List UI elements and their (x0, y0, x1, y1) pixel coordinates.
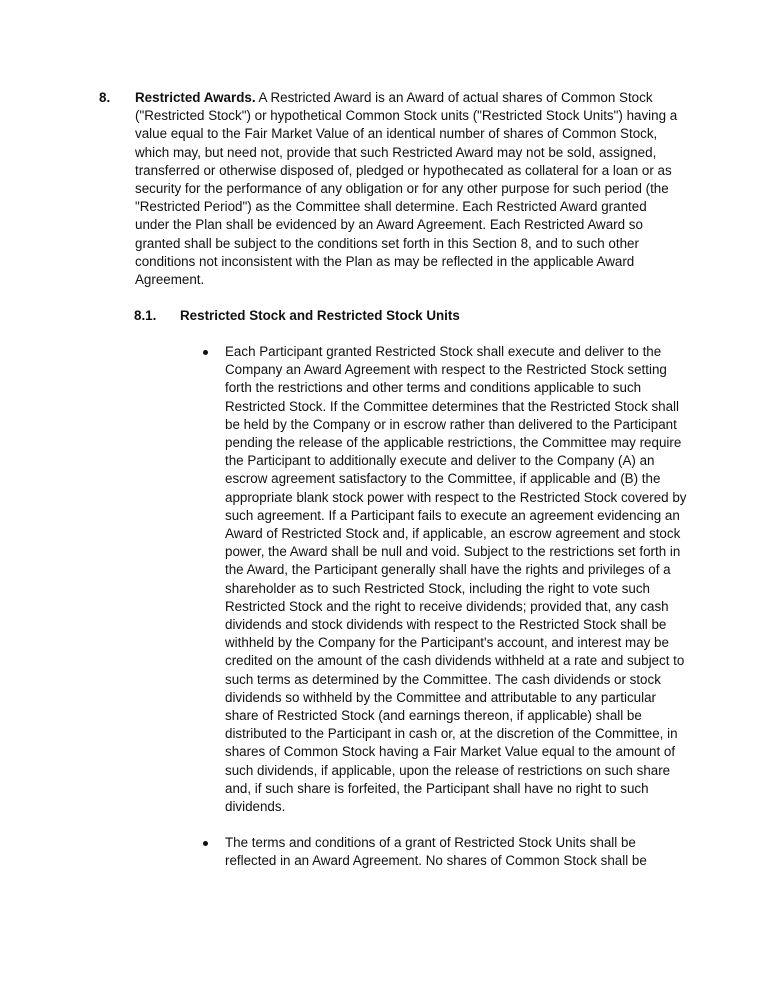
subsection-title: Restricted Stock and Restricted Stock Units (180, 308, 460, 323)
list-item (200, 343, 690, 816)
bullet-text: Each Participant granted Restricted Stock shall execute and deliver to the Company an Award Agreement with respect to the Restricted Stock setting forth the restrictions and other terms and conditions applicable to such Restricted Stock. If the Committee determines that the Restricted Stock shall be held by the Company or in escrow rather than delivered to the Participant pending the release of the applicable restrictions, the Committee may require the Participant to additionally execute and deliver to the Company (A) an escrow agreement satisfactory to the Committee, if applicable and (B) the appropriate blank stock power with respect to the Restricted Stock covered by such agreement. If a Participant fails to execute an agreement evidencing an Award of Restricted Stock and, if applicable, an escrow agreement and stock power, the Award shall be null and void. Subject to the restrictions set forth in the Award, the Participant generally shall have the rights and privileges of a shareholder as to such Restricted Stock, including the right to vote such Restricted Stock and the right to receive dividends; provided that, any cash dividends and stock dividends with respect to the Restricted Stock shall be withheld by the Company for the Participant's account, and interest may be credited on the amount of the cash dividends withheld at a rate and subject to such terms as determined by the Committee. The cash dividends or stock dividends so withheld by the Committee and attributable to any particular share of Restricted Stock (and earnings thereon, if applicable) shall be distributed to the Participant in cash or, at the discretion of the Committee, in shares of Common Stock having a Fair Market Value equal to the amount of such dividends, if applicable, upon the release of restrictions on such share and, if such share is forfeited, the Participant shall have no right to such dividends. (225, 344, 687, 815)
section-paragraph (135, 89, 680, 289)
section-8 (99, 89, 689, 289)
bullet-icon (203, 841, 208, 846)
bullet-icon (203, 350, 208, 355)
section-text: A Restricted Award is an Award of actual shares of Common Stock ("Restricted Stock") or hypothetical Common Stock units ("Restricted Stock Units") having a value equal to the Fair Market Value of an identical number of shares of Common Stock, which may, but need not, provide that such Restricted Award may not be sold, assigned, transferred or otherwise disposed of, pledged or hypothecated as collateral for a loan or as security for the performance of any obligation or for any other purpose for such period (the "Restricted Period") as the Committee shall determine. Each Restricted Award granted under the Plan shall be evidenced by an Award Agreement. Each Restricted Award so granted shall be subject to the conditions set forth in this Section 8, and to such other conditions not inconsistent with the Plan as may be reflected in the applicable Award Agreement. (135, 90, 678, 288)
section-number: 8. (99, 90, 111, 105)
bullet-text: The terms and conditions of a grant of Restricted Stock Units shall be reflected in an Award Agreement. No shares of Common Stock shall be (225, 835, 647, 869)
section-heading: Restricted Awards. (135, 90, 256, 105)
bullet-list (200, 343, 690, 889)
subsection-8-1-heading (134, 307, 694, 325)
list-item (200, 834, 690, 870)
subsection-number: 8.1. (134, 308, 157, 323)
